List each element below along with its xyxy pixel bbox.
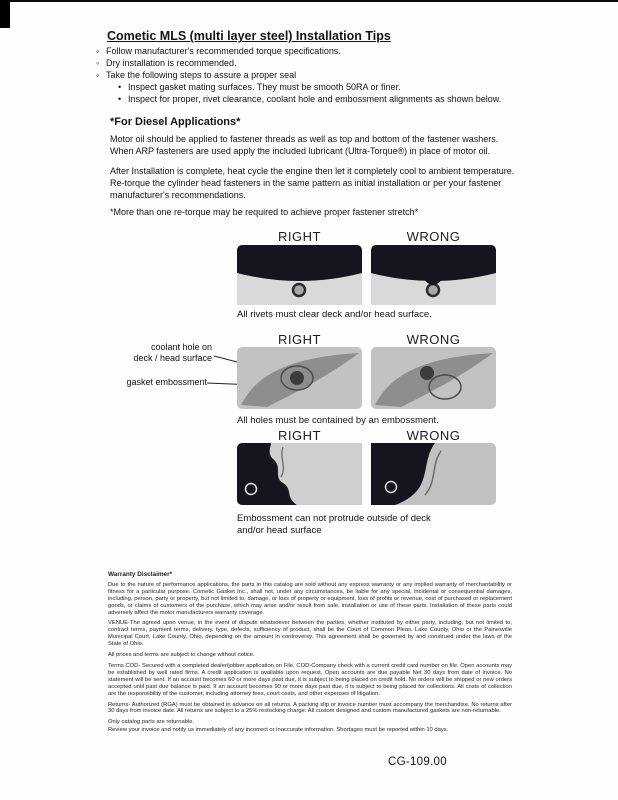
retorque-note: *More than one re-torque may be required to achieve proper fastener stretch*	[110, 207, 419, 217]
gasket-embossment-label: gasket embossment	[126, 377, 207, 387]
coolant-hole-label-line2: deck / head surface	[133, 353, 212, 363]
legal-paragraph: Only catalog parts are returnable.	[108, 719, 195, 726]
embossment-right-diagram	[237, 443, 362, 505]
coolant-hole-label-line1: coolant hole on	[150, 342, 212, 352]
tip-subitem	[118, 93, 501, 105]
tips-list	[96, 45, 501, 105]
tip-text: Take the following steps to assure a proper seal	[106, 70, 297, 80]
tip-item	[96, 69, 501, 81]
legal-paragraph: Due to the nature of performance applications, the parts in this catalog are sold without any express warranty or any implied warranty of merchantability or fitness for a particular purpose. Cometic Gasket Inc., shall not, under any circumstances, be liable for any special, incidental or consequential damages, including, person, party or property, but not limited to, damage, or loss of property or equipment, loss of profits or revenue, cost of purchased or replacement goods, or claims of customers of the purchase, which may arise and/or result from sale, installation or use of these parts. Installation of these parts could adversely affect the motor manufacturers warranty coverage.	[108, 581, 512, 616]
diesel-paragraph-2: After Installation is complete, heat cycle the engine then let it completely cool to ambient temperature. Re-torque the cylinder head fasteners in the same pattern as initial installation or per your fastener manufacturer's recommendations.	[110, 166, 515, 200]
scan-top-edge	[0, 0, 618, 2]
page-title: Cometic MLS (multi layer steel) Installation Tips	[107, 29, 391, 44]
coolant-right-diagram	[237, 347, 362, 409]
legal-paragraph: All prices and terms are subject to change without notice.	[108, 652, 255, 659]
embossment-caption-line2: and/or head surface	[237, 525, 322, 536]
diesel-heading: *For Diesel Applications*	[110, 116, 241, 128]
embossment-wrong-diagram	[371, 443, 496, 505]
wrong-label-embossment: WRONG	[406, 428, 461, 443]
wrong-label-rivets: WRONG	[406, 229, 461, 244]
rivet-right-diagram	[237, 245, 362, 305]
right-label-holes: RIGHT	[278, 332, 321, 347]
tip-item	[96, 45, 501, 57]
coolant-wrong-diagram	[371, 347, 496, 409]
tip-text: Follow manufacturer's recommended torque specifications.	[106, 46, 341, 56]
scan-corner-mark	[0, 0, 10, 28]
warranty-heading: Warranty Disclaimer*	[108, 571, 173, 578]
rivet-wrong-diagram	[371, 245, 496, 305]
legal-section	[108, 572, 512, 735]
rivets-caption: All rivets must clear deck and/or head surface.	[237, 309, 432, 320]
holes-caption: All holes must be contained by an embossment.	[237, 415, 439, 426]
legal-paragraph: VENUE-The agreed upon venue, in the event of dispute whatsoever between the parties, whether instituted by either party, including, but not limited to, contract terms, payment terms, delivery, type, defects, sufficiency of product, shall be the Court of Common Pleas, Lake County, Ohio or the Painesville Municipal Court, Lake County, Ohio, depending on the amount in controversy. This agreement shall be governed by and construed under the laws of the State of Ohio.	[108, 620, 512, 648]
diesel-paragraph-1: Motor oil should be applied to fastener threads as well as top and bottom of the fastener washers. When ARP fasteners are used apply the included lubricant (Ultra-Torque®) in place of motor oil.	[110, 134, 499, 156]
right-label-embossment: RIGHT	[278, 428, 321, 443]
tip-subitem	[118, 81, 501, 93]
right-label-rivets: RIGHT	[278, 229, 321, 244]
tip-text: Inspect gasket mating surfaces. They must be smooth 50RA or finer.	[128, 82, 401, 92]
page-code: CG-109.00	[388, 756, 447, 768]
embossment-caption	[237, 513, 497, 537]
wrong-label-holes: WRONG	[406, 332, 461, 347]
tip-text: Inspect for proper, rivet clearance, coolant hole and embossment alignments as shown below.	[128, 94, 502, 104]
tip-item	[96, 57, 501, 69]
coolant-hole-label	[120, 342, 212, 364]
embossment-caption-line1: Embossment can not protrude outside of deck	[237, 513, 431, 524]
legal-paragraph: Returns- Authorized (RGA) must be obtained in advance on all returns. A packing slip or invoice number must accompany the merchandise. No returns after 30 days from invoice date. All returns are subject to a 25% restocking charge. All custom designed and custom manufactured gaskets are non-returnable.	[108, 701, 512, 715]
tip-text: Dry installation is recommended.	[106, 58, 237, 68]
legal-paragraph: Review your invoice and notify us immediately of any incorrect or inaccurate information. Shortages must be reported within 10 days.	[108, 727, 449, 734]
legal-paragraph: Terms COD- Secured with a completed dealer/jobber application on File, COD-Company check with a current credit card number on file. Open accounts may be established by well rated firms. A credit application is available upon request. Open accounts are due payable Net 30 days from date of invoice. No statement will be sent. If an account becomes 60 or more days past due, it is subject to being placed on credit hold. No orders will be shipped or new orders accepted until past due balance is paid. If an account becomes 90 or more days past due, it is subject to being placed for collections. All costs of collection are the responsibility of the customer, including attorney fees, court costs, and other expenses of litigation.	[108, 662, 512, 697]
